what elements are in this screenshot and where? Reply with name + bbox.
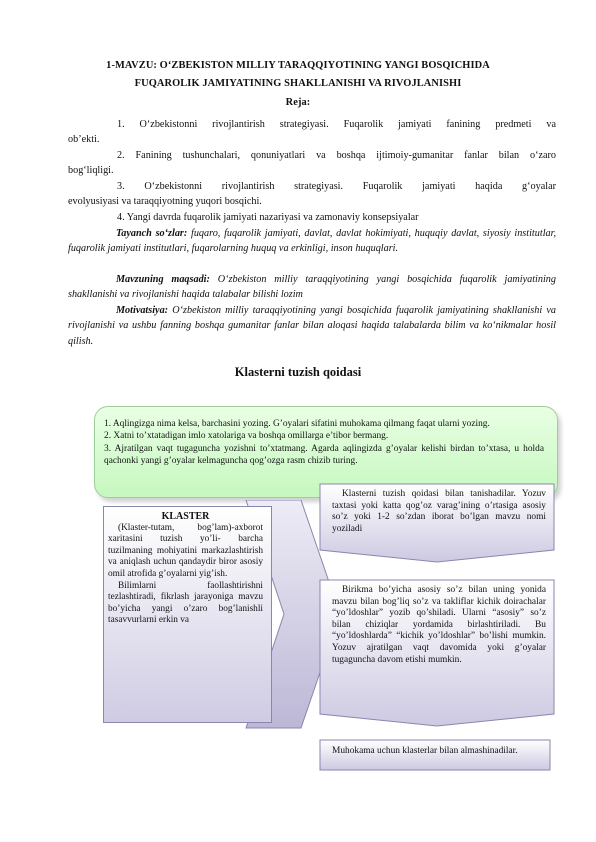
- plan-item-4: 4. Yangi davrda fuqarolik jamiyati nazariyasi va zamonaviy konsepsiyalar: [117, 212, 419, 223]
- plan-item-2-cont: bog‘liqligi.: [68, 165, 114, 176]
- rule-1: 1. Aqlingizga nima kelsa, barchasini yozing. G’oyalari sifatini muhokama qilmang faqat ularni yozing.: [104, 419, 490, 429]
- klaster-heading: KLASTER: [161, 511, 210, 522]
- step-3-text: Muhokama uchun klasterlar bilan almashinadilar.: [332, 746, 518, 756]
- plan-item-3: 3. O‘zbekistonni rivojlantirish strategiyasi. Fuqarolik jamiyati haqida g‘oyalar: [117, 181, 556, 192]
- klaster-text: [108, 511, 263, 627]
- step-2-text: Birikma bo’yicha asosiy so’z bilan uning yonida mavzu bilan bog’liq so’z va takliflar kichik doirachalar “yo’ldoshlar” yozib qo’shiladi. Ularni “asosiy” so’z bilan chiziqlar yordamida birlashtiriladi. Bu “yo’ldoshlarda” “kichik yo’ldoshlar” bo’lishi mumkin. Yozuv ajratilgan vaqt davomida yoki g’oyalar tugaguncha davom etishi mumkin.: [332, 585, 546, 665]
- keywords-text: fuqaro, fuqarolik jamiyati, davlat, davlat hokimiyati, huquqiy davlat, siyosiy institutlar, fuqarolik jamiyati institutlari, fuqarolarning huquq va erkinligi, inson huquqlari.: [68, 228, 556, 255]
- plan-label: Reja:: [285, 97, 311, 108]
- plan-item-1: 1. O‘zbekistonni rivojlantirish strategiyasi. Fuqarolik jamiyati fanining predmeti va: [117, 119, 556, 130]
- plan-item-2: 2. Fanining tushunchalari, qonuniyatlari va boshqa ijtimoiy-gumanitar fanlar bilan o‘zaro: [117, 150, 556, 161]
- keywords-paragraph: [68, 226, 556, 257]
- plan-item-3-cont: evolyusiyasi va taraqqiyotning yuqori bosqichi.: [68, 196, 262, 207]
- rule-3: 3. Ajratilgan vaqt tugaguncha yozishni to’xtatmang. Agarda aqlingizda g’oyalar kelishi birdan to’xtasa, u holda qachonki yangi g’oyalar kelmaguncha qog’ozga rasm chizib turing.: [104, 443, 544, 467]
- motivation-label: Motivatsiya:: [116, 305, 169, 316]
- step-1-text: Klasterni tuzish qoidasi bilan tanishadilar. Yozuv taxtasi yoki katta qog’oz varag’ining o’rtasiga asosiy so’z yoki 1-2 so’zdan iborat bo’lgan mavzu nomi yoziladi: [332, 489, 546, 534]
- motivation-paragraph: [68, 303, 556, 349]
- plan-item-1-cont: ob’ekti.: [68, 134, 100, 145]
- goal-paragraph: [68, 272, 556, 303]
- title-line-2: FUQAROLIK JAMIYATINING SHAKLLANISHI VA RIVOJLANISHI: [134, 78, 462, 89]
- keywords-label: Tayanch so‘zlar:: [116, 228, 188, 239]
- section-title: Klasterni tuzish qoidasi: [234, 365, 362, 379]
- title-line-1: 1-MAVZU: O‘ZBEKISTON MILLIY TARAQQIYOTINING YANGI BOSQICHIDA: [106, 60, 490, 71]
- rules-text: [104, 418, 544, 468]
- goal-label: Mavzuning maqsadi:: [116, 274, 210, 285]
- klaster-benefit: Bilimlarni faollashtirishni tezlashtiradi, fikrlash jarayoniga mavzu bo’yicha yangi o’zaro bog’lanishli tasavvurlarni erkin va: [108, 580, 263, 626]
- rule-2: 2. Xatni to’xtatadigan imlo xatolariga va boshqa omillarga e’tibor bermang.: [104, 431, 389, 442]
- klaster-definition: (Klaster-tutam, bog’lam)-axborot xaritasini tuzish yo’li- barcha tuzilmaning mohiyatini markazlashtirish va aniqlash uchun qandaydir biror asosiy omil atrofida g’oyalarni yig’ish.: [108, 522, 263, 579]
- motivation-text: O‘zbekiston milliy taraqqiyotining yangi bosqichida fuqarolik jamiyatining shakllanishi va rivojlanishi va ushbu fanning boshqa gumanitar fanlar bilan aloqasi haqida talabalarda bilim va ko‘nikmalar hosil qilish.: [68, 305, 556, 347]
- goal-text: O‘zbekiston milliy taraqqiyotining yangi bosqichida fuqarolik jamiyatining shakllanishi va rivojlanishi haqida talabalar bilishi lozim: [68, 274, 556, 301]
